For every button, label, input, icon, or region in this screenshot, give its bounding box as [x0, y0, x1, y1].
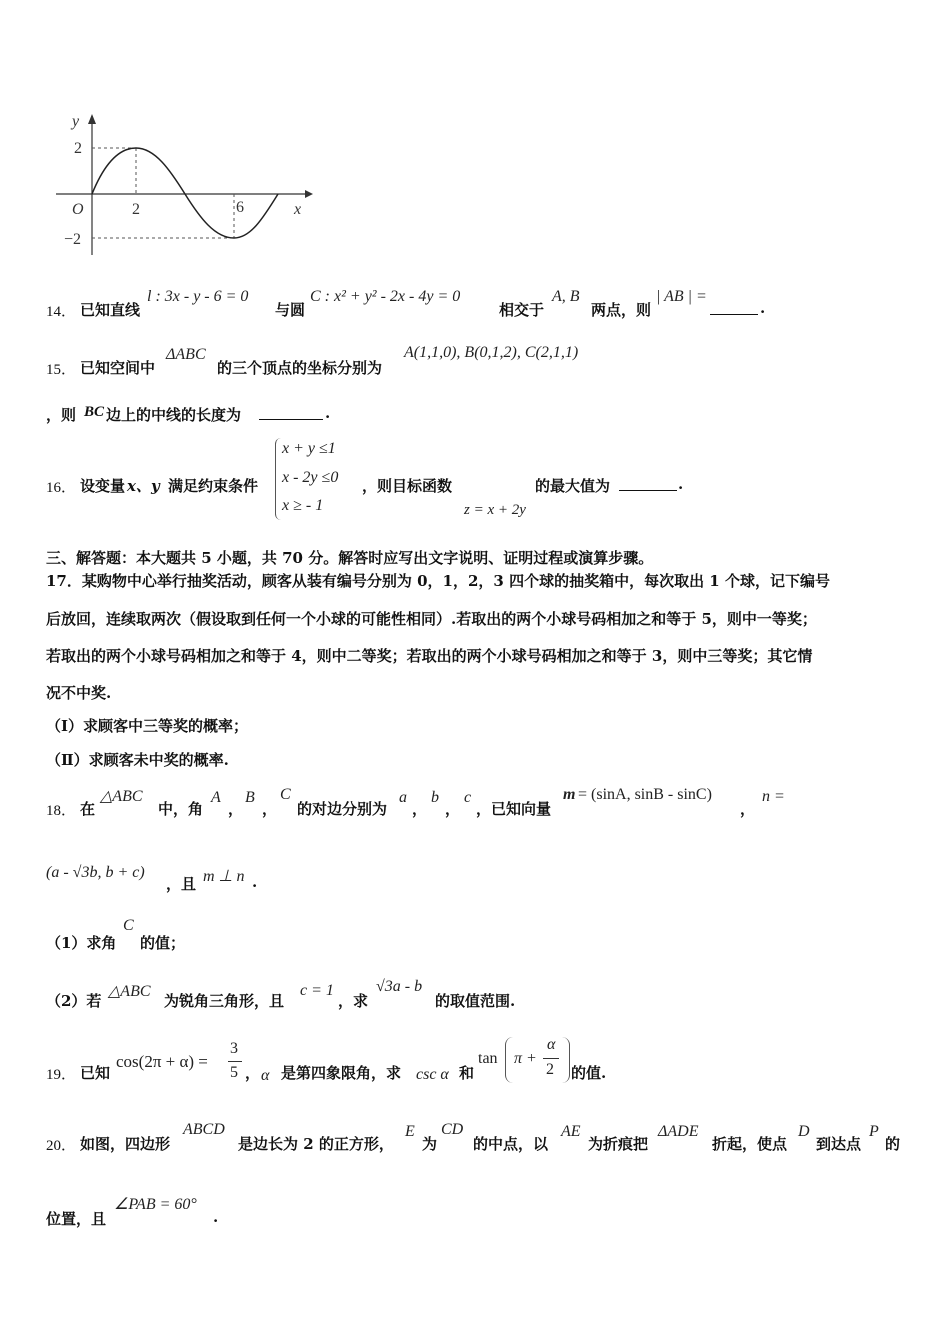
- q18-triangle: △ABC: [100, 788, 143, 805]
- q18-vector-n: n =: [762, 788, 785, 805]
- q20-text-2: 是边长为 2 的正方形，: [238, 1135, 394, 1153]
- q14-text-3: 相交于: [499, 301, 545, 319]
- q20-text-1: 如图，四边形: [80, 1135, 171, 1153]
- q16-vars: x、y: [127, 477, 160, 495]
- q18-vector-m-value: = (sinA, sinB - sinC): [578, 786, 712, 803]
- q18-angle-a: A: [211, 789, 221, 806]
- q14-text-1: 已知直线: [80, 301, 141, 319]
- q19-tan-numerator: α: [547, 1036, 556, 1053]
- q18-part-2-expr: √3a - b: [376, 978, 423, 995]
- q20-text-4: 的中点，以: [473, 1135, 549, 1153]
- q19-tan: tan: [478, 1050, 498, 1067]
- q18-text-4: ，已知向量: [476, 800, 552, 818]
- q15-text-4: 边上的中线的长度为: [106, 406, 242, 424]
- q18-part-2-b: 为锐角三角形，且: [164, 992, 285, 1010]
- q18-part-1-b: 的值；: [140, 934, 186, 952]
- q18-part-2-d: 的取值范围.: [435, 992, 516, 1010]
- section-heading: 三、解答题：本大题共 5 小题，共 70 分。解答时应写出文字说明、证明过程或演算步骤。: [46, 549, 654, 567]
- q19-text-2: 是第四象限角，求: [281, 1064, 402, 1082]
- y-tick-2: 2: [74, 140, 82, 157]
- q15-text-2: 的三个顶点的坐标分别为: [217, 359, 383, 377]
- q19-tan-frac-bar: [543, 1058, 559, 1059]
- q19-tan-arg: π +: [514, 1050, 537, 1067]
- q18-perpendicular: m ⊥ n: [203, 868, 245, 885]
- q19-csc: csc α: [416, 1066, 449, 1083]
- q16-answer-blank[interactable]: [619, 476, 677, 491]
- y-tick-neg2: −2: [64, 231, 82, 248]
- q18-comma-2: ，: [262, 800, 278, 818]
- q20-cd: CD: [441, 1121, 464, 1138]
- x-axis-label: x: [294, 201, 302, 218]
- q18-part-2-c-eq: c = 1: [300, 982, 334, 999]
- q16-objective: z = x + 2y: [464, 502, 526, 518]
- q18-part-2-triangle: △ABC: [108, 983, 151, 1000]
- q15-coords: A(1,1,0), B(0,1,2), C(2,1,1): [404, 344, 579, 361]
- q20-ade: ΔADE: [658, 1123, 699, 1140]
- x-tick-6: 6: [236, 199, 244, 216]
- q19-frac-numerator: 3: [230, 1040, 238, 1057]
- q14-line-equation: l : 3x - y - 6 = 0: [147, 288, 249, 305]
- q18-side-c: c: [464, 789, 472, 806]
- x-tick-2: 2: [132, 201, 140, 218]
- origin-label: O: [72, 201, 84, 218]
- q16-brace: [275, 438, 282, 520]
- q16-end: .: [678, 475, 684, 493]
- q18-angle-c: C: [280, 786, 291, 803]
- q19-frac-denominator: 5: [230, 1064, 238, 1081]
- q14-text-2: 与圆: [275, 301, 306, 319]
- q20-end: .: [213, 1208, 219, 1226]
- q20-ae: AE: [561, 1123, 581, 1140]
- q16-text-4: 的最大值为: [535, 477, 611, 495]
- q18-angle-b: B: [245, 789, 255, 806]
- q14-number: 14．: [46, 304, 77, 320]
- q18-comma-3: ，: [412, 800, 428, 818]
- q16-text-2: 满足约束条件: [168, 477, 259, 495]
- q15-bc: BC: [84, 404, 105, 420]
- q19-tan-denominator: 2: [546, 1061, 554, 1078]
- q20-angle: ∠PAB = 60°: [114, 1196, 197, 1213]
- q15-end: .: [325, 404, 331, 422]
- q18-text-3: 的对边分别为: [297, 800, 388, 818]
- q15-number: 15．: [46, 362, 77, 378]
- q16-constraint-1: x + y ≤1: [282, 440, 336, 457]
- q19-left-paren: [505, 1037, 514, 1083]
- q19-text-4: 的值.: [571, 1064, 607, 1082]
- q15-answer-blank[interactable]: [259, 405, 323, 420]
- q17-line-4: 况不中奖.: [46, 684, 112, 702]
- q18-side-a: a: [399, 789, 407, 806]
- q14-ask: | AB | =: [656, 288, 707, 305]
- q15-triangle: ΔABC: [166, 346, 206, 363]
- q20-abcd: ABCD: [183, 1121, 225, 1138]
- q16-text-1: 设变量: [80, 477, 126, 495]
- sine-graph: [50, 110, 320, 260]
- q19-comma: ，: [245, 1064, 261, 1082]
- q19-cos-expr: cos(2π + α) =: [116, 1052, 208, 1071]
- q15-text-1: 已知空间中: [80, 359, 156, 377]
- q17-line-2: 后放回，连续取两次（假设取到任何一个小球的可能性相同）.若取出的两个小球号码相加之和等于 5，则中一等奖；: [46, 610, 817, 628]
- q20-text-6: 折起，使点: [712, 1135, 788, 1153]
- q14-text-4: 两点，则: [591, 301, 652, 319]
- q18-part-2-a: （2）若: [46, 992, 102, 1010]
- q19-number: 19．: [46, 1067, 77, 1083]
- q18-side-b: b: [431, 789, 439, 806]
- q19-right-paren: [561, 1037, 570, 1083]
- q20-text-7: 到达点: [816, 1135, 862, 1153]
- q20-d: D: [798, 1123, 810, 1140]
- q18-vector-n-value: (a - √3b, b + c): [46, 864, 145, 881]
- q20-text-8: 的: [885, 1135, 901, 1153]
- q19-frac-bar: [228, 1061, 242, 1062]
- q18-comma-1: ，: [228, 800, 244, 818]
- q18-part-1-a: （1）求角: [46, 934, 117, 952]
- q16-constraint-2: x - 2y ≤0: [282, 469, 339, 486]
- q18-text-1: 在: [80, 800, 96, 818]
- q18-comma-5: ，: [740, 800, 756, 818]
- q20-number: 20．: [46, 1138, 77, 1154]
- q16-constraint-3: x ≥ - 1: [282, 497, 324, 514]
- y-axis-label: y: [72, 113, 80, 130]
- q18-end: .: [252, 873, 258, 891]
- q17-part-2: （Ⅱ）求顾客未中奖的概率.: [46, 751, 229, 769]
- q20-text-5: 为折痕把: [588, 1135, 649, 1153]
- q20-e: E: [405, 1123, 415, 1140]
- q16-number: 16．: [46, 480, 77, 496]
- sine-curve: [92, 148, 278, 238]
- q17-line-3: 若取出的两个小球号码相加之和等于 4，则中二等奖；若取出的两个小球号码相加之和等于 3，则中三等奖；其它情: [46, 647, 813, 665]
- q20-text-9: 位置，且: [46, 1210, 107, 1228]
- q18-text-5: ，且: [166, 875, 197, 893]
- q16-text-3: ，则目标函数: [362, 477, 453, 495]
- q14-end: .: [760, 299, 766, 317]
- q19-text-3: 和: [459, 1064, 475, 1082]
- q18-part-1-c: C: [123, 917, 134, 934]
- q19-alpha: α: [261, 1067, 270, 1084]
- q18-part-2-c: ，求: [338, 992, 369, 1010]
- q14-circle-equation: C : x² + y² - 2x - 4y = 0: [310, 288, 461, 305]
- q18-number: 18．: [46, 803, 77, 819]
- q18-text-2: 中，角: [158, 800, 204, 818]
- q20-text-3: 为: [422, 1135, 438, 1153]
- q17-part-1: （Ⅰ）求顾客中三等奖的概率；: [46, 717, 249, 735]
- q14-answer-blank[interactable]: [710, 300, 758, 315]
- q14-points: A, B: [552, 288, 580, 305]
- q17-line-1: 17．某购物中心举行抽奖活动，顾客从装有编号分别为 0，1，2，3 四个球的抽奖箱中，每次取出 1 个球，记下编号: [46, 572, 830, 590]
- q19-text-1: 已知: [80, 1064, 111, 1082]
- q15-text-3: ，则: [46, 406, 77, 424]
- q20-p: P: [869, 1123, 879, 1140]
- q18-comma-4: ，: [445, 800, 461, 818]
- q18-vector-m: m: [563, 786, 576, 803]
